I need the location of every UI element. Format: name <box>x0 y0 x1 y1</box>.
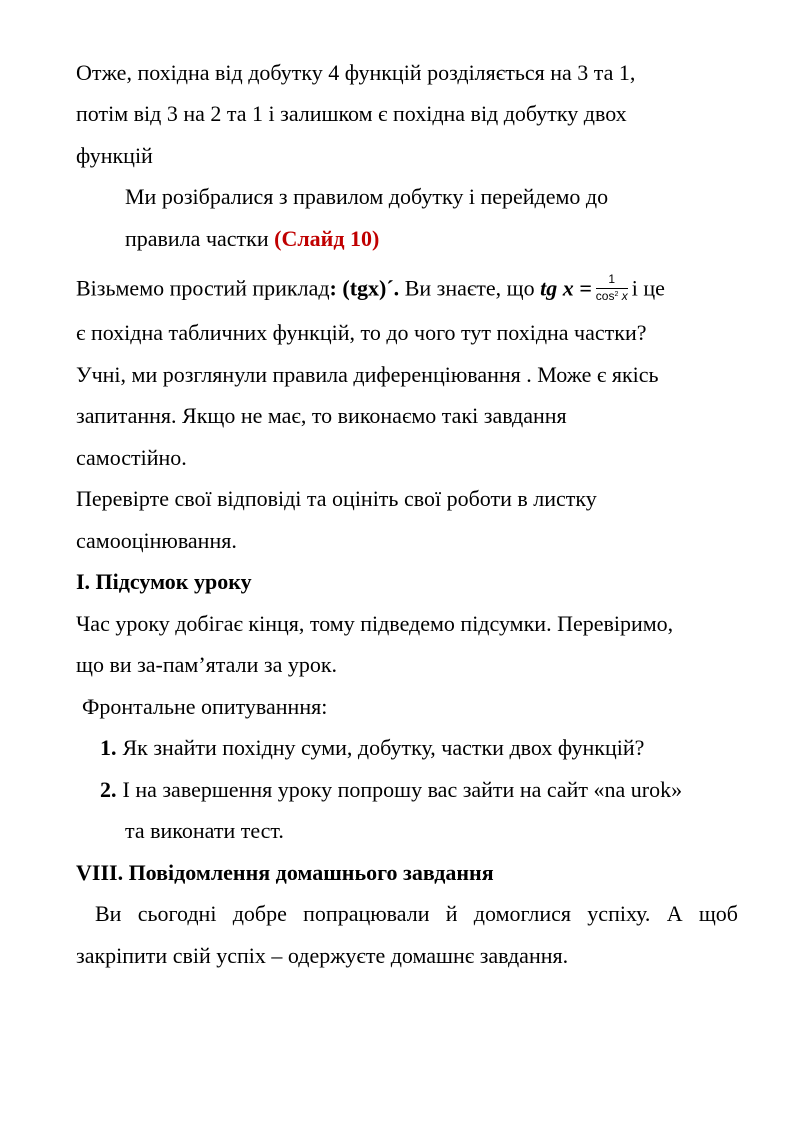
colon: : <box>329 275 343 301</box>
paragraph-text: Візьмемо простий приклад <box>76 275 330 301</box>
section-heading: VIII. Повідомлення домашнього завдання <box>76 860 494 885</box>
paragraph-line: запитання. Якщо не має, то виконаємо такі завдання <box>76 403 567 428</box>
paragraph-line: потім від 3 на 2 та 1 і залишком є похідна від добутку двох <box>76 101 627 126</box>
paragraph-line <box>125 228 787 250</box>
paragraph-line: Ви сьогодні добре попрацювали й домоглися успіху. А щоб <box>95 901 738 926</box>
section-heading: І. Підсумок уроку <box>76 569 252 594</box>
paragraph-line: є похідна табличних функцій, то до чого тут похідна частки? <box>76 320 647 345</box>
paragraph-text: і це <box>631 275 665 301</box>
paragraph-line: Час уроку добігає кінця, тому підведемо підсумки. Перевіримо, <box>76 611 674 636</box>
list-item <box>100 737 762 759</box>
paragraph-line: функцій <box>76 143 153 168</box>
list-number: 2. <box>100 777 117 802</box>
paragraph-line: Отже, похідна від добутку 4 функцій розділяється на 3 та 1, <box>76 60 636 85</box>
list-item-continuation: та виконати тест. <box>125 818 284 843</box>
paragraph-line: Ми розібралися з правилом добутку і перейдемо до <box>125 184 609 209</box>
list-item-text: Як знайти похідну суми, добутку, частки двох функцій? <box>122 735 645 760</box>
power: 2 <box>614 290 619 298</box>
fraction-denominator <box>596 289 628 304</box>
paragraph-line: Учні, ми розглянули правила диференціювання . Може є якісь <box>76 362 659 387</box>
list-number: 1. <box>100 735 117 760</box>
fraction-numerator: 1 <box>596 273 628 289</box>
paragraph-line: що ви за-пам’ятали за урок. <box>76 652 338 677</box>
cos-text: cos <box>595 288 615 303</box>
formula-lhs: tg x = <box>540 275 592 301</box>
fraction <box>596 273 628 304</box>
expression: (tgx)´. <box>342 275 400 301</box>
list-item-text: І на завершення уроку попрошу вас зайти на сайт «na urok» <box>122 777 683 802</box>
paragraph-text: Ви знаєте, що <box>399 275 541 301</box>
paragraph-line: самооцінювання. <box>76 528 237 553</box>
list-item <box>100 779 762 801</box>
paragraph-line: закріпити свій успіх – одержуєте домашнє завдання. <box>76 943 569 968</box>
paragraph-line: самостійно. <box>76 445 187 470</box>
paragraph-line: Фронтальне опитуванння: <box>82 694 328 719</box>
variable-x: x <box>621 288 628 303</box>
paragraph-line: Перевірте свої відповіді та оцініть свої роботи в листку <box>76 486 597 511</box>
slide-reference: (Слайд 10) <box>274 226 380 251</box>
paragraph-text: правила частки <box>125 226 269 251</box>
formula-line <box>76 272 738 306</box>
